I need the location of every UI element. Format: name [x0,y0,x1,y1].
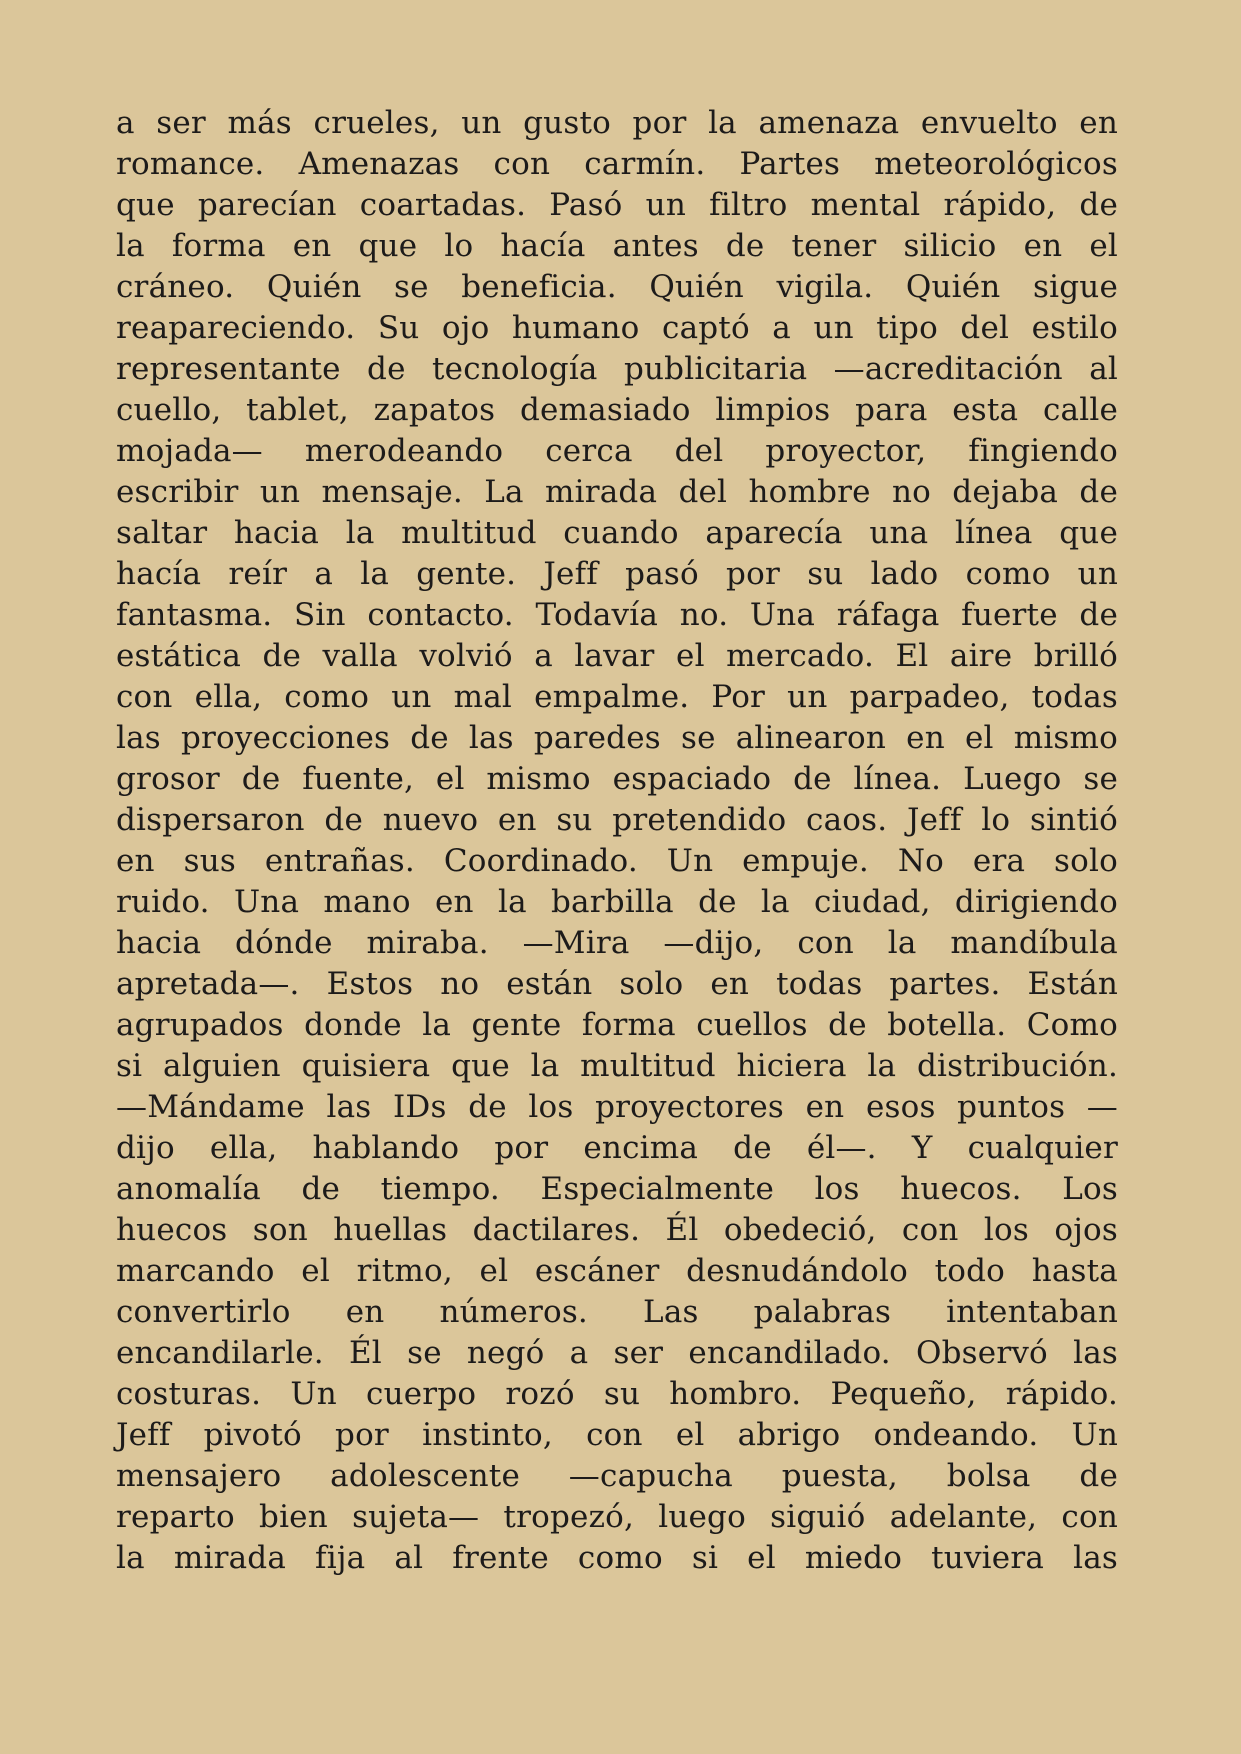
text-line: escribir un mensaje. La mirada del hombre no dejaba de [116,474,1118,510]
text-line: marcando el ritmo, el escáner desnudándolo todo hasta [116,1253,1118,1289]
text-line: dijo ella, hablando por encima de él—. Y cualquier [116,1130,1118,1166]
text-line: mojada— merodeando cerca del proyector, fingiendo [116,433,1118,469]
text-line: en sus entrañas. Coordinado. Un empuje. No era solo [116,843,1118,879]
text-line: mensajero adolescente —capucha puesta, bolsa de [116,1458,1118,1494]
text-line: la forma en que lo hacía antes de tener silicio en el [116,228,1118,264]
text-line: si alguien quisiera que la multitud hiciera la distribución. [116,1048,1118,1084]
text-line: Jeff pivotó por instinto, con el abrigo ondeando. Un [116,1417,1118,1453]
text-line: —Mándame las IDs de los proyectores en esos puntos — [116,1089,1118,1125]
text-line: a ser más crueles, un gusto por la amenaza envuelto en [116,105,1118,141]
text-line: la mirada fija al frente como si el miedo tuviera las [116,1540,1118,1576]
text-line: costuras. Un cuerpo rozó su hombro. Pequeño, rápido. [116,1376,1118,1412]
text-line: encandilarle. Él se negó a ser encandilado. Observó las [116,1335,1118,1371]
text-line: cuello, tablet, zapatos demasiado limpios para esta calle [116,392,1118,428]
text-line: grosor de fuente, el mismo espaciado de línea. Luego se [116,761,1118,797]
text-line: representante de tecnología publicitaria —acreditación al [116,351,1118,387]
text-line: saltar hacia la multitud cuando aparecía una línea que [116,515,1118,551]
text-line: fantasma. Sin contacto. Todavía no. Una ráfaga fuerte de [116,597,1118,633]
text-line: huecos son huellas dactilares. Él obedeció, con los ojos [116,1212,1118,1248]
text-line: estática de valla volvió a lavar el mercado. El aire brilló [116,638,1118,674]
text-line: agrupados donde la gente forma cuellos de botella. Como [116,1007,1118,1043]
page-text-block [116,103,1118,1579]
text-line: que parecían coartadas. Pasó un filtro mental rápido, de [116,187,1118,223]
text-line: hacia dónde miraba. —Mira —dijo, con la mandíbula [116,925,1118,961]
text-line: romance. Amenazas con carmín. Partes meteorológicos [116,146,1118,182]
text-line: anomalía de tiempo. Especialmente los huecos. Los [116,1171,1118,1207]
text-line: apretada—. Estos no están solo en todas partes. Están [116,966,1118,1002]
text-line: las proyecciones de las paredes se alinearon en el mismo [116,720,1118,756]
text-line: reparto bien sujeta— tropezó, luego siguió adelante, con [116,1499,1118,1535]
text-line: dispersaron de nuevo en su pretendido caos. Jeff lo sintió [116,802,1118,838]
text-line: con ella, como un mal empalme. Por un parpadeo, todas [116,679,1118,715]
text-line: reapareciendo. Su ojo humano captó a un tipo del estilo [116,310,1118,346]
text-line: ruido. Una mano en la barbilla de la ciudad, dirigiendo [116,884,1118,920]
text-line: hacía reír a la gente. Jeff pasó por su lado como un [116,556,1118,592]
text-line: cráneo. Quién se beneficia. Quién vigila. Quién sigue [116,269,1118,305]
text-line: convertirlo en números. Las palabras intentaban [116,1294,1118,1330]
